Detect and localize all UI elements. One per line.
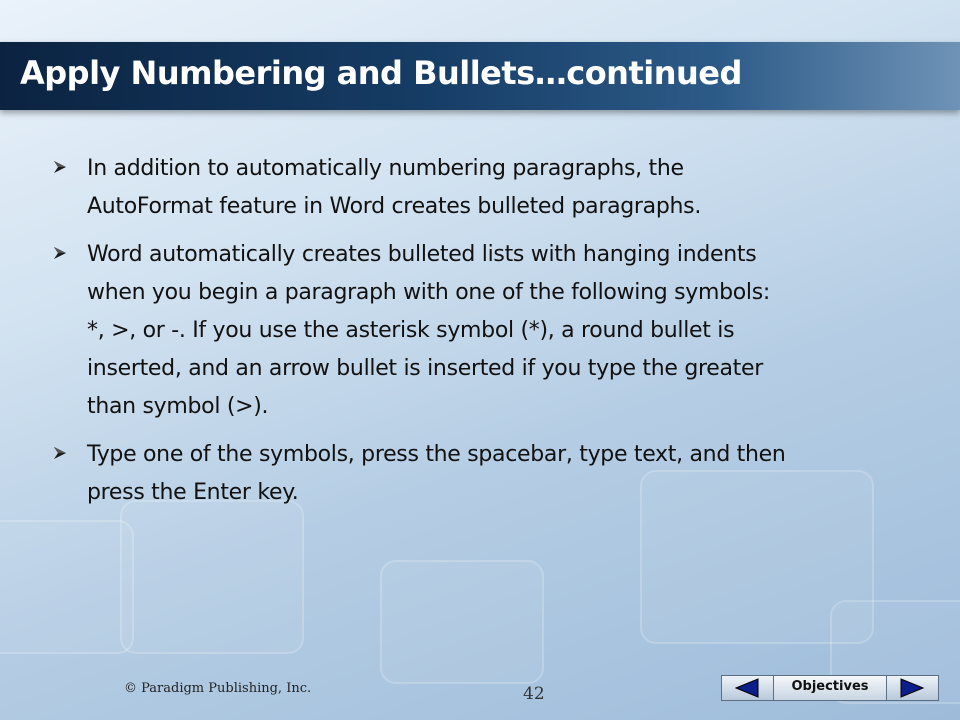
bullet-line: *, >, or -. If you use the asterisk symbol (*), a round bullet is [87,318,735,343]
objectives-button[interactable]: Objectives [774,676,886,700]
bullet-list [50,150,930,522]
left-triangle-icon [734,678,760,698]
previous-slide-button[interactable] [722,676,774,700]
arrow-bullet-icon [52,159,68,175]
bullet-text [87,150,930,226]
copyright-notice: © Paradigm Publishing, Inc. [124,681,312,696]
right-triangle-icon [899,678,925,698]
bullet-line: when you begin a paragraph with one of the following symbols: [87,280,770,305]
page-number: 42 [523,684,545,704]
bullet-text [87,436,930,512]
bullet-line: than symbol (>). [87,394,269,419]
bullet-text [87,236,930,426]
bullet-line: Type one of the symbols, press the spacebar, type text, and then [87,442,786,467]
bullet-line: inserted, and an arrow bullet is inserted if you type the greater [87,356,763,381]
bullet-line: In addition to automatically numbering paragraphs, the [87,156,684,181]
bullet-line: press the Enter key. [87,480,299,505]
bullet-line: Word automatically creates bulleted lists with hanging indents [87,242,757,267]
bullet-item [50,236,930,426]
bullet-line: AutoFormat feature in Word creates bulleted paragraphs. [87,194,702,219]
title-bar [0,42,960,110]
bullet-item [50,436,930,512]
arrow-bullet-icon [52,245,68,261]
slide-title: Apply Numbering and Bullets…continued [20,54,742,92]
arrow-bullet-icon [52,445,68,461]
next-slide-button[interactable] [886,676,938,700]
slide-navigation [721,675,939,701]
bullet-item [50,150,930,226]
